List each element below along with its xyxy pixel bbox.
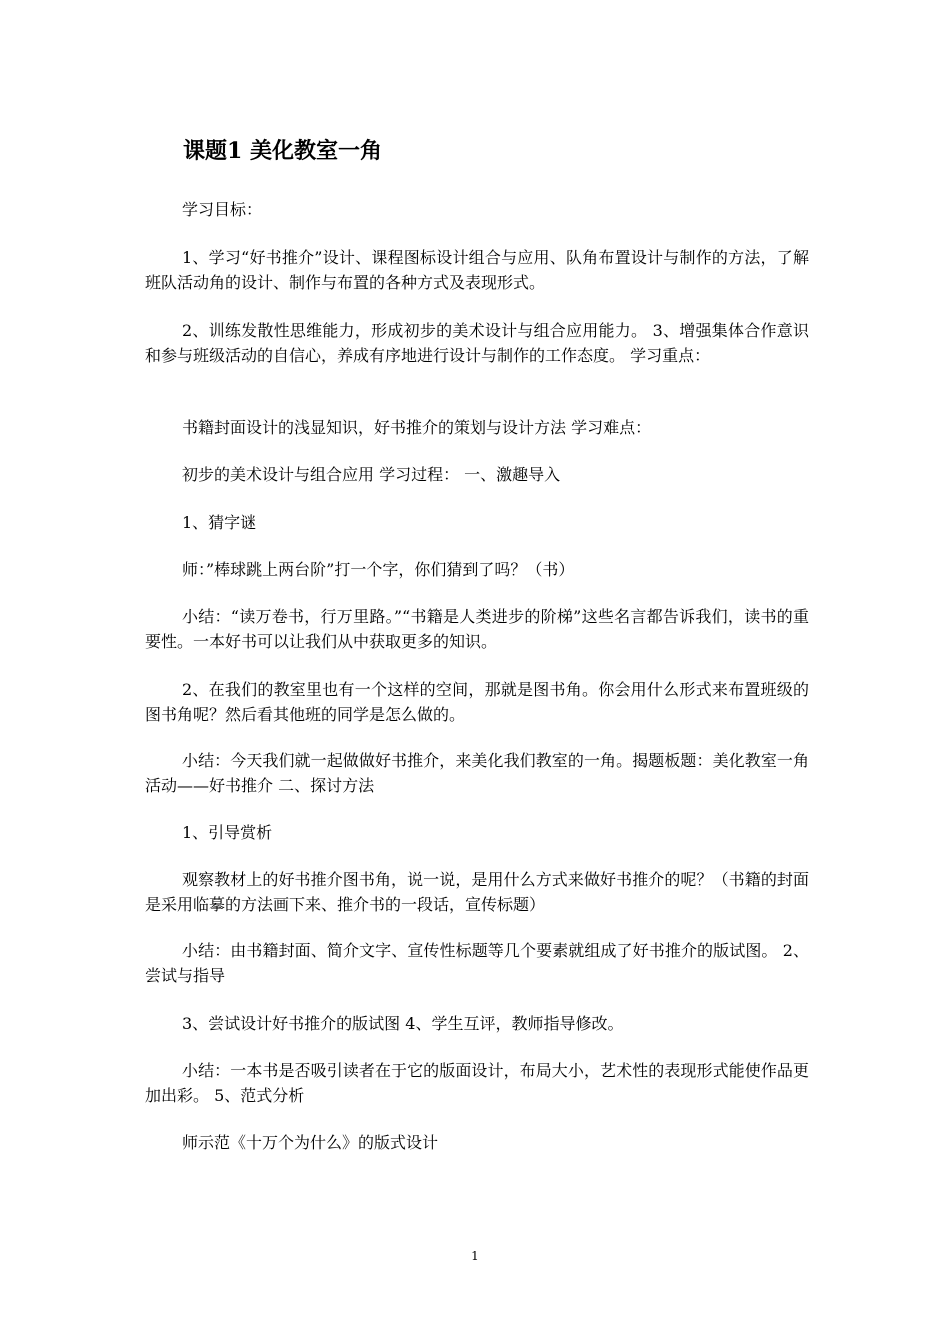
paragraph-teacher-demo: 师示范《十万个为什么》的版式设计 [182, 1133, 439, 1152]
paragraph-summary-elements: 小结：由书籍封面、简介文字、宣传性标题等几个要素就组成了好书推介的版试图。 2、尝试与指导 [145, 941, 809, 985]
paragraph-guided-appreciation: 1、引导赏析 [182, 823, 273, 842]
page-number: 1 [471, 1249, 479, 1263]
paragraph-summary-reading: 小结：“读万卷书，行万里路。”“书籍是人类进步的阶梯”这些名言都告诉我们，读书的重要性。一本好书可以让我们从中获取更多的知识。 [145, 607, 809, 651]
paragraph-key-points: 书籍封面设计的浅显知识，好书推介的策划与设计方法 学习难点： [182, 418, 652, 437]
paragraph-summary-today: 小结：今天我们就一起做做好书推介，来美化我们教室的一角。揭题板题：美化教室一角活动——好书推介 二、探讨方法 [145, 751, 809, 795]
paragraph-teacher-riddle: 师：”棒球跳上两台阶”打一个字，你们猜到了吗？（书） [182, 560, 575, 579]
paragraph-process: 初步的美术设计与组合应用 学习过程： 一、激趣导入 [182, 465, 561, 484]
document-title: 课题1 美化教室一角 [183, 138, 382, 164]
paragraph-riddle-heading: 1、猜字谜 [182, 513, 257, 532]
paragraph-goal-1: 1、学习“好书推介”设计、课程图标设计组合与应用、队角布置设计与制作的方法，了解班队活动角的设计、制作与布置的各种方式及表现形式。 [145, 248, 809, 292]
paragraph-try-design: 3、尝试设计好书推介的版试图 4、学生互评，教师指导修改。 [182, 1014, 624, 1033]
paragraph-learning-goals: 学习目标： [182, 200, 263, 219]
paragraph-book-corner: 2、在我们的教室里也有一个这样的空间，那就是图书角。你会用什么形式来布置班级的图书角呢？然后看其他班的同学是怎么做的。 [145, 680, 809, 724]
paragraph-observe-textbook: 观察教材上的好书推介图书角，说一说，是用什么方式来做好书推介的呢？（书籍的封面是采用临摹的方法画下来、推介书的一段话，宣传标题） [145, 870, 809, 914]
paragraph-goal-2-3: 2、训练发散性思维能力，形成初步的美术设计与组合应用能力。 3、增强集体合作意识和参与班级活动的自信心，养成有序地进行设计与制作的工作态度。 学习重点： [145, 321, 809, 365]
paragraph-summary-layout: 小结：一本书是否吸引读者在于它的版面设计，布局大小，艺术性的表现形式能使作品更加出彩。 5、范式分析 [145, 1061, 809, 1105]
